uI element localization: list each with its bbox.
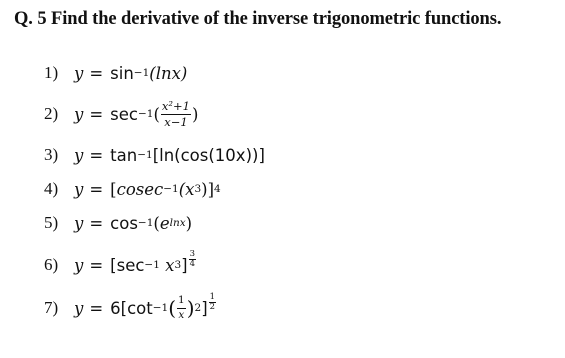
item-number: 6) [44, 255, 59, 274]
item-number: 5) [44, 213, 59, 232]
fraction: $\frac{\text{x²+1}}{x-1}$ [161, 99, 190, 129]
exponent-fraction: $\frac{3}{4}$ [189, 249, 196, 269]
list-item [44, 140, 265, 170]
question-title: Q. 5 Find the derivative of the inverse trigonometric functions. [14, 9, 502, 29]
exponent-fraction: $\frac{1}{2}$ [209, 292, 216, 312]
equation: y = tan −1 [ln(cos(10x))] [74, 145, 265, 165]
equation: y = sin −1 (lnx) [74, 63, 188, 83]
item-number: 4) [44, 179, 59, 198]
equation: y = [ cosec −1 (x 3 )] 4 [74, 179, 221, 199]
list-item [44, 174, 221, 204]
item-number: 7) [44, 298, 59, 317]
item-number: 3) [44, 145, 59, 164]
list-item [44, 99, 198, 129]
list-item [44, 58, 187, 88]
item-number: 2) [44, 104, 59, 123]
list-item [44, 250, 196, 280]
equation: y = [ sec −1 x 3 ] $\frac{3}{4}$ [74, 249, 196, 275]
equation: y = cos −1 ( e lnx ) [74, 213, 193, 233]
equation: y = sec −1 ( $\frac{\text{x²+1}}{x-1}$ ) [74, 99, 199, 129]
list-item [44, 208, 192, 238]
equation: y = 6 [ cot −1 ( $\frac{1}{x}$ ) 2 ] $\frac{1}{2}$ [74, 292, 216, 321]
item-number: 1) [44, 63, 59, 82]
list-item [44, 293, 216, 323]
fraction: $\frac{1}{x}$ [178, 294, 185, 321]
